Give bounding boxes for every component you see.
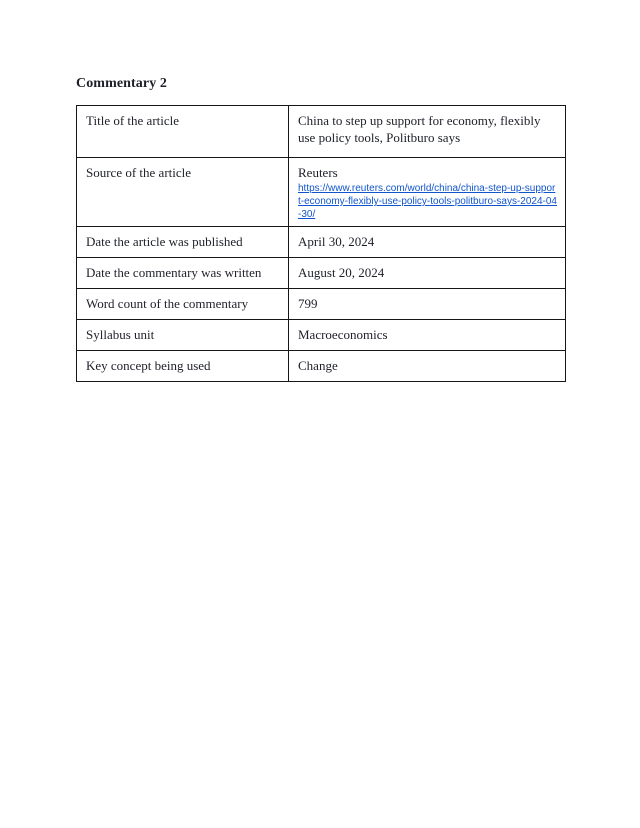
row-value-key-concept: Change [289,351,566,382]
row-label-word-count: Word count of the commentary [77,289,289,320]
row-label-date-published: Date the article was published [77,227,289,258]
source-name: Reuters [298,165,338,180]
row-label-syllabus-unit: Syllabus unit [77,320,289,351]
commentary-heading: Commentary 2 [76,76,168,91]
table-row-source [77,158,566,227]
table-row-syllabus-unit [77,320,566,351]
row-label-key-concept: Key concept being used [77,351,289,382]
commentary-info-table [76,105,566,382]
row-label-source: Source of the article [77,158,289,227]
row-label-title: Title of the article [77,106,289,158]
row-value-source [289,158,566,227]
table-row-date-written [77,258,566,289]
row-value-syllabus-unit: Macroeconomics [289,320,566,351]
row-value-date-published: April 30, 2024 [289,227,566,258]
row-label-date-written: Date the commentary was written [77,258,289,289]
table-row-word-count [77,289,566,320]
row-value-date-written: August 20, 2024 [289,258,566,289]
table-row-date-published [77,227,566,258]
row-value-word-count: 799 [289,289,566,320]
source-url-link[interactable]: https://www.reuters.com/world/china/china-step-up-support-economy-flexibly-use-policy-tools-politburo-says-2024-04-30/ [298,183,557,220]
table-row-title [77,106,566,158]
row-value-title: China to step up support for economy, flexibly use policy tools, Politburo says [289,106,566,158]
table-row-key-concept [77,351,566,382]
